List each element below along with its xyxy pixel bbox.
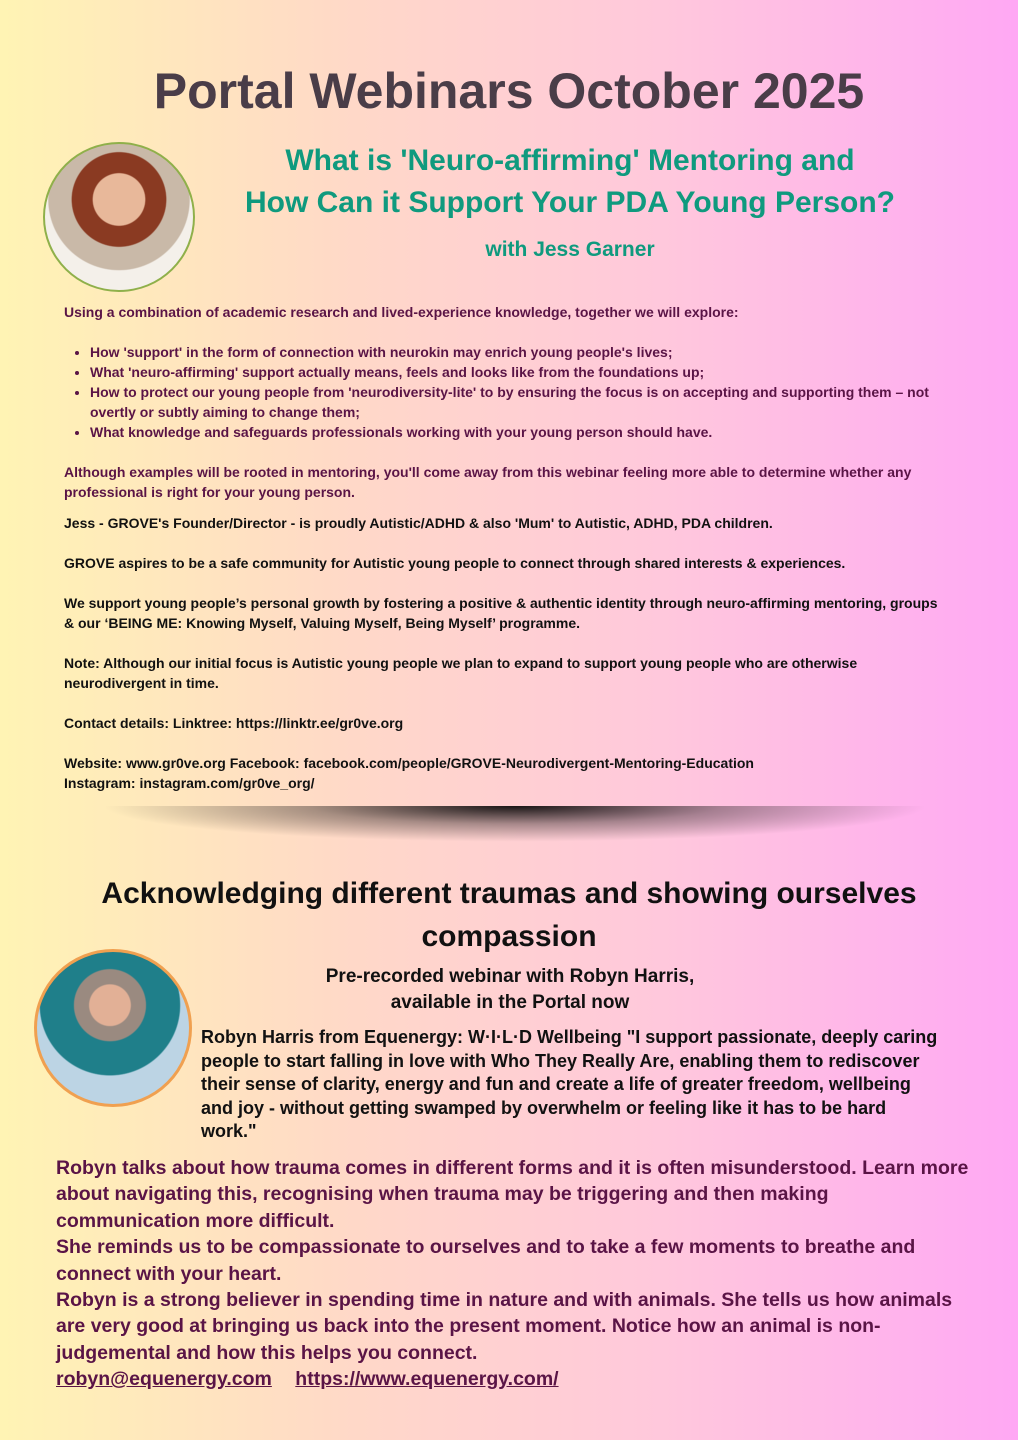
webinar1-bullets bbox=[64, 342, 944, 442]
webinar1-heading-line2: How Can it Support Your PDA Young Person? bbox=[244, 186, 895, 219]
webinar1-intro: Using a combination of academic research and lived-experience knowledge, together we will explore: bbox=[64, 304, 739, 320]
website-facebook: Website: www.gr0ve.org Facebook: facebook.com/people/GROVE-Neurodivergent-Mentoring-Education bbox=[64, 755, 754, 771]
desc-paragraph: Robyn talks about how trauma comes in different forms and it is often misunderstood. Learn more about navigating this, recognising when trauma may be triggering and then making communication more difficult. bbox=[56, 1157, 969, 1232]
webinar1-presenter: with Jess Garner bbox=[485, 238, 655, 261]
desc-paragraph: Robyn is a strong believer in spending time in nature and with animals. She tells us how animals are very good at bringing us back into the present moment. Notice how an animal is non-judgemental and how this helps you connect. bbox=[56, 1289, 953, 1364]
about-paragraph: Note: Although our initial focus is Autistic young people we plan to expand to support young people who are otherwise neurodivergent in time. bbox=[64, 655, 858, 691]
instagram: Instagram: instagram.com/gr0ve_org/ bbox=[64, 775, 315, 791]
desc-paragraph: She reminds us to be compassionate to ourselves and to take a few moments to breathe and connect with your heart. bbox=[56, 1236, 916, 1285]
webinar1-description bbox=[64, 302, 944, 502]
webinar2-heading: Acknowledging different traumas and showing ourselves compassion bbox=[101, 877, 917, 953]
section-divider bbox=[100, 806, 930, 842]
bullet-item: • What knowledge and safeguards professionals working with your young person should have. bbox=[90, 422, 944, 442]
about-paragraph: Jess - GROVE's Founder/Director - is proudly Autistic/ADHD & also 'Mum' to Autistic, ADHD, PDA children. bbox=[64, 515, 773, 531]
webinar1-heading bbox=[200, 140, 940, 224]
about-paragraph: We support young people’s personal growth by fostering a positive & authentic identity through neuro-affirming mentoring, groups & our ‘BEING ME: Knowing Myself, Valuing Myself, Being Myself’ programme. bbox=[64, 595, 938, 631]
about-paragraph: GROVE aspires to be a safe community for Autistic young people to connect through shared interests & experiences. bbox=[64, 555, 846, 571]
webinar2-description bbox=[56, 1155, 976, 1393]
grove-about bbox=[64, 513, 944, 793]
robyn-harris-photo bbox=[34, 949, 192, 1107]
page-title: Portal Webinars October 2025 bbox=[153, 63, 865, 119]
pre-line2: available in the Portal now bbox=[390, 992, 630, 1013]
webinar2-availability bbox=[200, 964, 820, 1016]
pre-line1: Pre-recorded webinar with Robyn Harris, bbox=[325, 966, 695, 987]
bullet-item: • How to protect our young people from 'neurodiversity-lite' to by ensuring the focus is on accepting and supporting them – not overtly or subtly aiming to change them; bbox=[90, 382, 944, 422]
webinar1-heading-line1: What is 'Neuro-affirming' Mentoring and bbox=[285, 144, 855, 177]
jess-garner-photo bbox=[43, 142, 195, 292]
bullet-item: • What 'neuro-affirming' support actually means, feels and looks like from the foundations up; bbox=[90, 362, 944, 382]
contact-details: Contact details: Linktree: https://linktr.ee/gr0ve.org bbox=[64, 715, 404, 731]
webinar1-summary: Although examples will be rooted in mentoring, you'll come away from this webinar feeling more able to determine whether any professional is right for your young person. bbox=[64, 464, 912, 500]
website-link[interactable]: https://www.equenergy.com/ bbox=[295, 1368, 559, 1391]
bullet-item: • How 'support' in the form of connection with neurokin may enrich young people's lives; bbox=[90, 342, 944, 362]
links bbox=[56, 1366, 976, 1392]
email-link[interactable]: robyn@equenergy.com bbox=[56, 1368, 272, 1391]
robyn-bio: Robyn Harris from Equenergy: W·I·L·D Wellbeing "I support passionate, deeply caring people to start falling in love with Who They Really Are, enabling them to rediscover their sense of clarity, energy and fun and create a life of greater freedom, wellbeing and joy - without getting swamped by overwhelm or feeling like it has to be hard work." bbox=[201, 1027, 938, 1141]
